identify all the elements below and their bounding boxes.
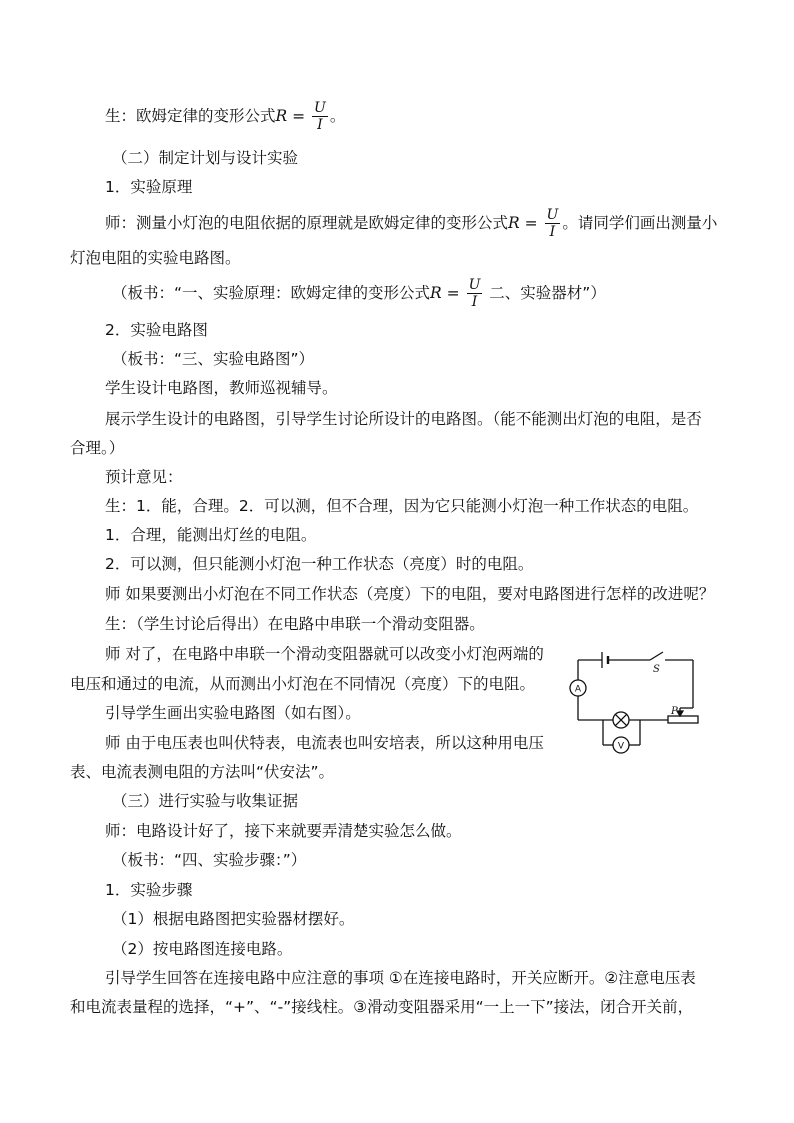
line-continuation: 表、电流表测电阻的方法叫“伏安法”。 [70,763,335,781]
line-continuation: 合理。） [70,439,125,457]
line-paragraph: 师 对了，在电路中串联一个滑动变阻器就可以改变小灯泡两端的 [105,645,544,663]
formula-equals: = [287,107,311,125]
line-paragraph: 预计意见： [105,468,183,486]
line-paragraph: 引导学生回答在连接电路中应注意的事项 ①在连接电路时，开关应断开。②注意电压表 [105,969,696,987]
line-continuation: 和电流表量程的选择，“+”、“-”接线柱。③滑动变阻器采用“一上一下”接法，闭合开关前， [70,998,694,1016]
fraction-numerator: U [468,277,481,293]
switch-blade [650,652,663,660]
line-paragraph: 师 由于电压表也叫伏特表，电流表也叫安培表，所以这种用电压 [105,734,544,752]
line-paragraph: 学生设计电路图，教师巡视辅导。 [105,379,338,397]
line-paragraph: 生：（学生讨论后得出）在电路中串联一个滑动变阻器。 [105,615,485,633]
subheading-steps: 1．实验步骤 [105,881,193,899]
text-segment: （板书：“一、实验原理：欧姆定律的变形公式 [112,284,431,302]
line-paragraph: 引导学生画出实验电路图（如右图）。 [105,704,361,722]
fraction-numerator: U [546,207,559,223]
line-paragraph: 2．可以测，但只能测小灯泡一种工作状态（亮度）时的电阻。 [105,555,534,573]
list-item: （1）根据电路图把实验器材摆好。 [112,910,355,928]
circuit-diagram [568,640,708,765]
line-paragraph: 师：电路设计好了，接下来就要弄清楚实验怎么做。 [105,822,462,840]
text-segment: 二、实验器材”） [484,284,606,302]
formula-equals: = [519,214,543,232]
fraction-denominator: I [317,117,323,133]
text-segment: 生：欧姆定律的变形公式 [105,107,276,125]
text-segment: 。请同学们画出测量小 [562,214,718,232]
slider-label: P [671,706,678,717]
section-heading-experiment: （三）进行实验与收集证据 [112,792,299,810]
line-paragraph: 生：1．能，合理。2．可以测，但不合理，因为它只能测小灯泡一种工作状态的电阻。 [105,497,699,515]
line-continuation: 电压和通过的电流，从而测出小灯泡在不同情况（亮度）下的电阻。 [70,675,536,693]
line-paragraph: 1．合理，能测出灯丝的电阻。 [105,526,317,544]
rheostat-icon [668,716,698,723]
switch-label: S [653,664,660,675]
line-student-formula [105,100,345,133]
formula-variable-r: R [275,107,288,125]
line-continuation: 灯泡电阻的实验电路图。 [70,249,241,267]
subheading-principle: 1．实验原理 [105,178,193,196]
line-blackboard-4: （板书：“四、实验步骤：”） [112,851,307,869]
formula-equals: = [441,284,465,302]
list-item: （2）按电路图连接电路。 [112,940,293,958]
subheading-circuit: 2．实验电路图 [105,321,208,339]
fraction-numerator: U [314,100,326,116]
text-segment: 师：测量小灯泡的电阻依据的原理就是欧姆定律的变形公式 [105,214,509,232]
line-blackboard-3: （板书：“三、实验电路图”） [112,350,315,368]
formula-variable-r: R [430,284,442,302]
line-paragraph: 师 如果要测出小灯泡在不同工作状态（亮度）下的电阻，要对电路图进行怎样的改进呢？ [105,585,715,603]
slider-arrow-head [677,711,683,716]
ammeter-label: A [574,684,582,695]
line-blackboard-1 [112,277,606,310]
fraction-u-over-i [467,277,483,310]
fraction-denominator: I [549,224,556,240]
voltmeter-label: V [617,741,625,752]
fraction-denominator: I [471,294,478,310]
section-heading-plan: （二）制定计划与设计实验 [112,149,299,167]
fraction-u-over-i [312,100,328,133]
line-paragraph: 展示学生设计的电路图，引导学生讨论所设计的电路图。（能不能测出灯泡的电阻，是否 [105,410,702,428]
formula-variable-r: R [508,214,520,232]
text-segment: 。 [329,107,346,125]
line-teacher-principle [105,207,717,240]
fraction-u-over-i [545,207,561,240]
